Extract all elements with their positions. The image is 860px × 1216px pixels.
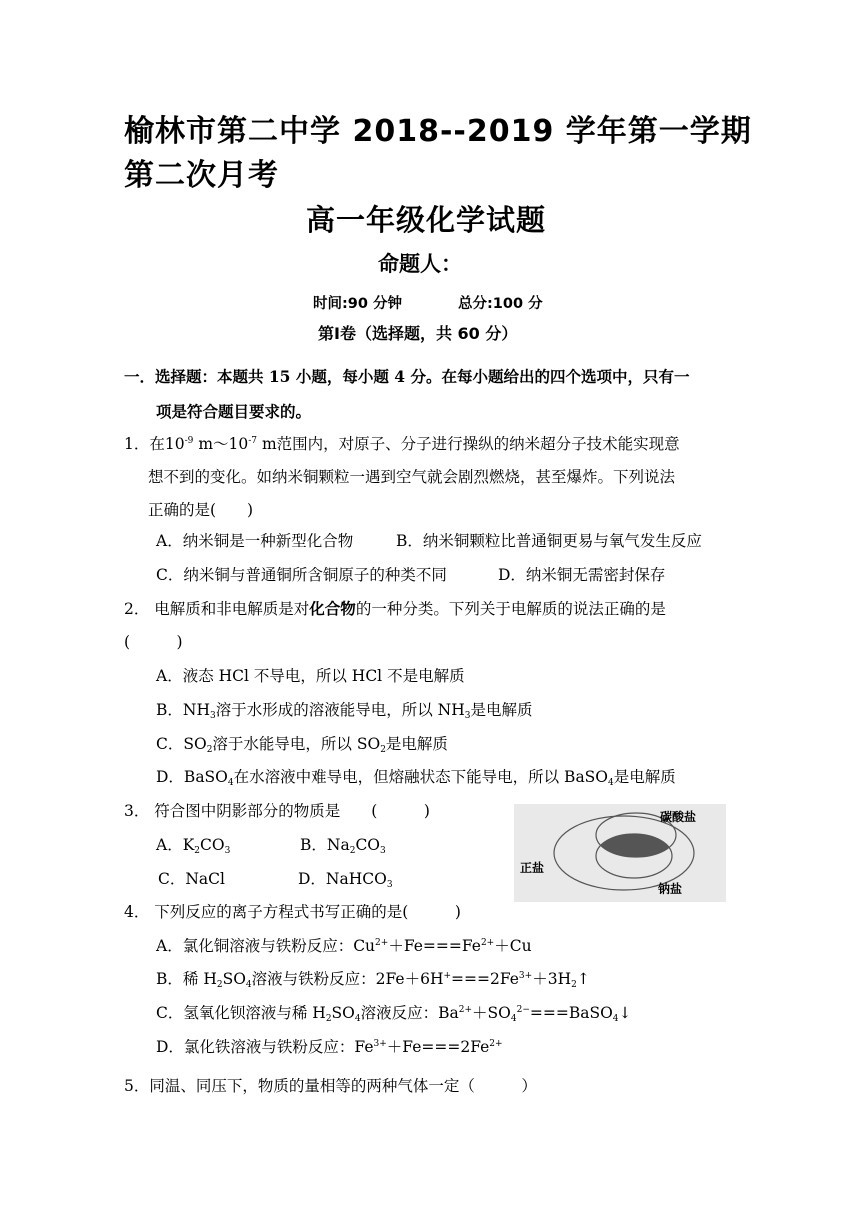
venn-label-normal-salt: 正盐 xyxy=(520,861,545,875)
score-info: 总分:100 分 xyxy=(458,296,543,312)
q2-option-a: A．液态 HCl 不导电，所以 HCl 不是电解质 xyxy=(156,667,465,685)
q4-option-a: A．氯化铜溶液与铁粉反应：$Cu^{2+}+Fe===Fe^{2+}+Cu$ xyxy=(156,937,532,955)
q1-option-d: D．纳米铜无需密封保存 xyxy=(498,566,666,584)
q4-stem: 4． 下列反应的离子方程式书写正确的是( ) xyxy=(124,903,461,921)
q5-stem: 5．同温、同压下，物质的量相等的两种气体一定（ ） xyxy=(124,1077,537,1095)
section-title: 第Ⅰ卷（选择题，共 60 分） xyxy=(318,324,518,343)
q3-option-a: A．$K_2CO_3$ xyxy=(156,836,231,856)
q1-option-b: B．纳米铜颗粒比普通铜更易与氧气发生反应 xyxy=(396,532,702,550)
q4-option-b: B．稀 $H_2SO_4$溶液与铁粉反应：$2Fe+6H^+===2Fe^{3+}+3H_2↑$ xyxy=(156,970,590,990)
subject-title: 高一年级化学试题 xyxy=(306,203,547,237)
q4-option-c: C．氢氧化钡溶液与稀 $H_2SO_4$溶液反应：$Ba^{2+}+SO_4^{2-}===BaSO_4↓$ xyxy=(156,1004,632,1024)
venn-diagram xyxy=(514,804,726,902)
q1-stem-line1: 1．在$10^{-9}$ $m\sim 10^{-7}$ m范围内，对原子、分子进行操纵的纳米超分子技术能实现意 xyxy=(124,435,680,453)
q1-stem-line2: 想不到的变化。如纳米铜颗粒一遇到空气就会剧烈燃烧，甚至爆炸。下列说法 xyxy=(148,468,676,486)
q1-option-a: A．纳米铜是一种新型化合物 xyxy=(156,532,354,550)
instructions-line2: 项是符合题目要求的。 xyxy=(156,402,312,421)
q1-option-c: C．纳米铜与普通铜所含铜原子的种类不同 xyxy=(156,566,447,584)
q4-option-d: D．氯化铁溶液与铁粉反应：$Fe^{3+}+Fe===2Fe^{2+}$ xyxy=(156,1038,503,1056)
q2-option-b: B．$NH_3$溶于水形成的溶液能导电，所以 $NH_3$是电解质 xyxy=(156,701,533,721)
q2-option-d: D．BaSO$_4$在水溶液中难导电，但熔融状态下能导电，所以 BaSO$_4$是电解质 xyxy=(156,768,676,788)
venn-label-sodium-salt: 钠盐 xyxy=(658,882,683,896)
instructions-line1: 一．选择题：本题共 15 小题，每小题 4 分。在每小题给出的四个选项中，只有一 xyxy=(124,367,690,386)
q2-option-c: C．$SO_2$溶于水能导电，所以 $SO_2$是电解质 xyxy=(156,735,448,755)
venn-label-carbonate: 碳酸盐 xyxy=(660,810,697,824)
q3-stem: 3． 符合图中阴影部分的物质是 ( ) xyxy=(124,802,430,820)
q2-stem-line2: ( ) xyxy=(124,633,183,651)
author-label: 命题人： xyxy=(378,252,462,276)
exam-title-line1: 榆林市第二中学 2018--2019 学年第一学期 xyxy=(124,114,752,149)
q3-option-c: C．NaCl xyxy=(158,870,225,888)
exam-title-line2: 第二次月考 xyxy=(124,158,279,193)
q1-stem-line3: 正确的是( ) xyxy=(148,501,254,519)
q3-option-b: B．$Na_2CO_3$ xyxy=(300,836,386,856)
q3-option-d: D．NaHCO$_3$ xyxy=(298,870,393,890)
time-info: 时间:90 分钟 xyxy=(313,296,403,312)
q2-stem-line1: 2． 电解质和非电解质是对化合物的一种分类。下列关于电解质的说法正确的是 xyxy=(124,599,666,618)
